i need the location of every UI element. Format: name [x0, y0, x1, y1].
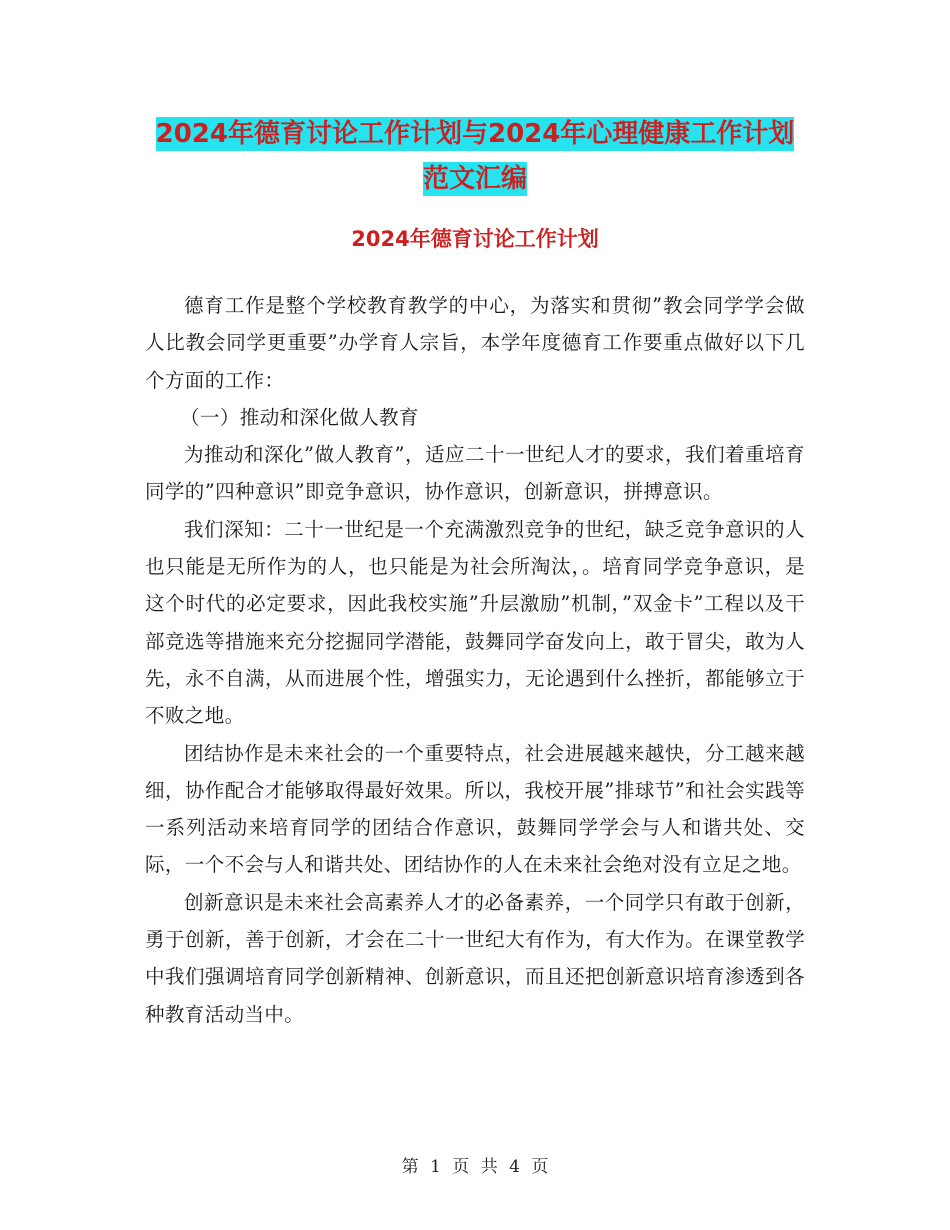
paragraph-four-awareness: 为推动和深化”做人教育”，适应二十一世纪人才的要求，我们着重培育同学的”四种意识”即竞争意识，协作意识，创新意识，拼搏意识。: [145, 443, 805, 504]
document-title-line-1: [0, 113, 950, 150]
paragraph-intro: 德育工作是整个学校教育教学的中心，为落实和贯彻”教会同学学会做人比教会同学更重要”办学育人宗旨，本学年度德育工作要重点做好以下几个方面的工作：: [145, 294, 805, 392]
page-footer: 第 1 页 共 4 页: [401, 1157, 549, 1177]
paragraph-subheading: （一）推动和深化做人教育: [180, 405, 419, 429]
document-body: [145, 287, 805, 1033]
paragraph-cooperation: 团结协作是未来社会的一个重要特点，社会进展越来越快，分工越来越细，协作配合才能够取得最好效果。所以，我校开展”排球节”和社会实践等一系列活动来培育同学的团结合作意识，鼓舞同学学会与人和谐共处、交际，一个不会与人和谐共处、团结协作的人在未来社会绝对没有立足之地。: [145, 741, 805, 877]
paragraph-competition: 我们深知：二十一世纪是一个充满激烈竞争的世纪，缺乏竞争意识的人也只能是无所作为的人，也只能是为社会所淘汰，。培育同学竞争意识，是这个时代的必定要求，因此我校实施”升层激励”机制，”双金卡”工程以及干部竞选等措施来充分挖掘同学潜能，鼓舞同学奋发向上，敢于冒尖，敢为人先，永不自满，从而进展个性，增强实力，无论遇到什么挫折，都能够立于不败之地。: [145, 517, 805, 728]
title-highlight-1: 2024年德育讨论工作计划与2024年心理健康工作计划: [155, 119, 795, 149]
paragraph-innovation: 创新意识是未来社会高素养人才的必备素养，一个同学只有敢于创新，勇于创新，善于创新，才会在二十一世纪大有作为，有大作为。在课堂教学中我们强调培育同学创新精神、创新意识，而且还把创新意识培育渗透到各种教育活动当中。: [145, 890, 805, 1026]
section-heading: 2024年德育讨论工作计划: [351, 227, 599, 251]
document-title-line-2: [0, 158, 950, 195]
title-highlight-2: 范文汇编: [422, 164, 527, 194]
